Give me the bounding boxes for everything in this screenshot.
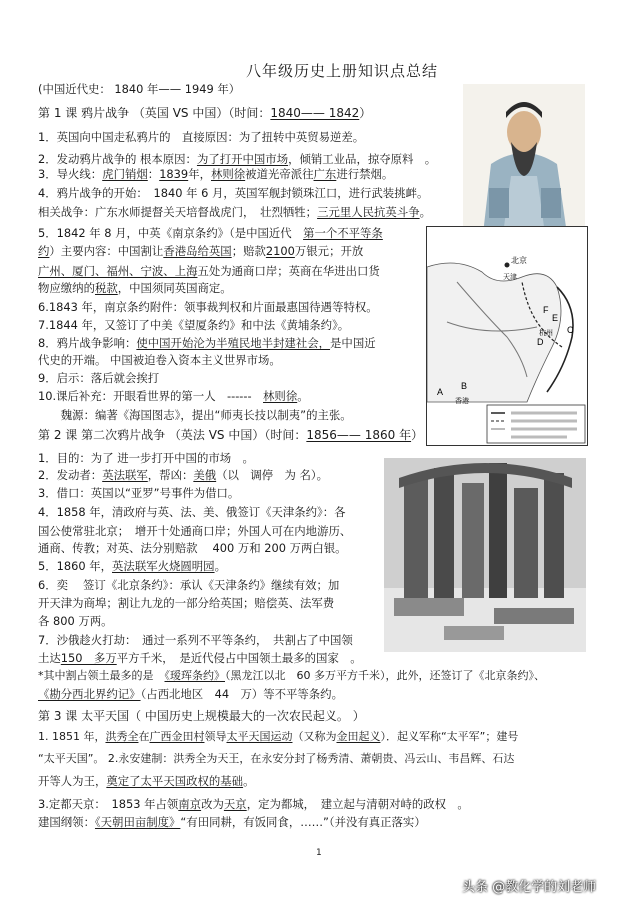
l2-line-5: 国公使常驻北京； 增开十处通商口岸；外国人可在内地游历、: [38, 524, 352, 538]
map-label-e: E: [552, 313, 559, 323]
l2-line-8: 6．奕 签订《北京条约》：承认《天津条约》继续有效；加: [38, 578, 340, 592]
lin-zexu-portrait: [463, 84, 585, 234]
lesson2-header: 第 2 课 第二次鸦片战争 （英法 VS 中国）（时间：1856—— 1860 年）: [38, 428, 424, 442]
l1-line-8: 广州、厦门、福州、宁波、上海五处为通商口岸；英商在华进出口货: [38, 264, 380, 278]
l3-line-1: 1. 1851 年，洪秀全在广西金田村领导太平天国运动（又称为金田起义）．起义军称“太平军”；建号: [38, 730, 519, 743]
map-label-hangzhou: 杭州: [539, 330, 553, 337]
map-label-hongkong: 香港: [455, 398, 469, 405]
watermark: 头条 @教化学的刘老师: [462, 880, 597, 895]
map-label-b: B: [461, 381, 468, 391]
yuanmingyuan-ruins-photo: [384, 458, 586, 652]
l3-line-2: “太平天国”。 2.永安建制：洪秀全为天王，在永安分封了杨秀清、萧朝贵、冯云山、韦昌辉、石达: [38, 752, 515, 765]
l3-line-3: 开等人为王，奠定了太平天国政权的基础。: [38, 774, 255, 788]
l2-line-10: 各 800 万两。: [38, 614, 113, 628]
l1-line-1: 1．英国向中国走私鸦片的 直接原因：为了扭转中英贸易逆差。: [38, 130, 365, 144]
l1-line-15: 10.课后补充：开眼看世界的第一人 ------ 林则徐。: [38, 389, 309, 403]
l2-line-11: 7．沙俄趁火打劫： 通过一系列不平等条约， 共割占了中国领: [38, 633, 353, 647]
lesson3-header: 第 3 课 太平天国（ 中国历史上规模最大的一次农民起义。 ）: [38, 709, 365, 723]
lesson1-header: 第 1 课 鸦片战争 （英国 VS 中国）（时间：1840—— 1842）: [38, 106, 372, 120]
map-label-tianjin: 天津: [503, 274, 517, 281]
opium-war-map: [426, 226, 588, 446]
map-label-f: F: [543, 305, 549, 315]
l1-line-14: 9．启示：落后就会挨打: [38, 371, 160, 385]
l1-line-12: 8．鸦片战争影响：使中国开始沦为半殖民地半封建社会，是中国近: [38, 336, 376, 350]
l1-line-16: 魏源：编著《海国图志》，提出“师夷长技以制夷”的主张。: [38, 408, 352, 422]
l3-line-5: 建国纲领：《天朝田亩制度》“有田同耕，有饭同食，……”（并没有真正落实）: [38, 815, 426, 829]
l2-line-4: 4．1858 年，清政府与英、法、美、俄签订《天津条约》：各: [38, 505, 346, 519]
l2-line-9: 开天津为商埠；割让九龙的一部分给英国；赔偿英、法军费: [38, 596, 335, 610]
map-label-d: D: [537, 337, 544, 347]
l1-line-6: 5．1842 年 8 月，中英《南京条约》（是中国近代 第一个不平等条: [38, 226, 383, 240]
map-label-c: C: [567, 325, 574, 335]
page-number: 1: [316, 848, 322, 858]
l2-line-6: 通商、传教；对英、法分别赔款 400 万和 200 万两白银。: [38, 541, 347, 555]
map-label-a: A: [437, 387, 444, 397]
l2-line-12: 土达150 多万平方千米， 是近代侵占中国领土最多的国家 。: [38, 651, 362, 665]
page-title: 八年级历史上册知识点总结: [246, 62, 439, 80]
l1-line-13: 代史的开端。 中国被迫卷入资本主义世界市场。: [38, 353, 281, 367]
l2-line-7: 5．1860 年，英法联军火烧圆明园。: [38, 559, 226, 573]
l1-line-7: 约）主要内容：中国割让香港岛给英国；赔款2100万银元；开放: [38, 244, 364, 258]
l2-line-14: 《勘分西北界约记》（占西北地区 44 万）等不平等条约。: [38, 687, 343, 701]
l2-line-1: 1．目的：为了 进一步打开中国的市场 。: [38, 451, 254, 465]
l1-line-11: 7.1844 年，又签订了中美《望厦条约》和中法《黄埔条约》。: [38, 318, 350, 332]
l3-line-4: 3.定都天京： 1853 年占领南京改为天京，定为都城， 建立起与清朝对峙的政权 。: [38, 797, 469, 811]
l2-line-3: 3．借口：英国以“亚罗”号事件为借口。: [38, 486, 240, 500]
l1-line-9: 物应缴纳的税款，中国须同英国商定。: [38, 281, 232, 295]
l1-line-5: 相关战争：广东水师提督关天培督战虎门， 壮烈牺牲；三元里人民抗英斗争。: [38, 205, 432, 219]
l2-line-2: 2．发动者：英法联军，帮凶：美俄（以 调停 为 名）。: [38, 468, 328, 482]
period-note: (中国近代史： 1840 年—— 1949 年）: [38, 82, 241, 96]
map-label-beijing: 北京: [511, 256, 527, 265]
l1-line-10: 6.1843 年，南京条约附件：领事裁判权和片面最惠国待遇等特权。: [38, 300, 378, 314]
l1-line-3: 3．导火线：虎门销烟：1839年，林则徐被道光帝派往广东进行禁烟。: [38, 167, 394, 181]
l1-line-4: 4．鸦片战争的开始： 1840 年 6 月，英国军舰封锁珠江口，进行武装挑衅。: [38, 186, 429, 200]
l1-line-2: 2．发动鸦片战争的 根本原因：为了打开中国市场，倾销工业品，掠夺原料 。: [38, 152, 437, 166]
l2-line-13: *其中割占领土最多的是 《瑷珲条约》（黑龙江以北 60 多万平方千米），此外，还签订了《北京条约》、: [38, 669, 545, 682]
